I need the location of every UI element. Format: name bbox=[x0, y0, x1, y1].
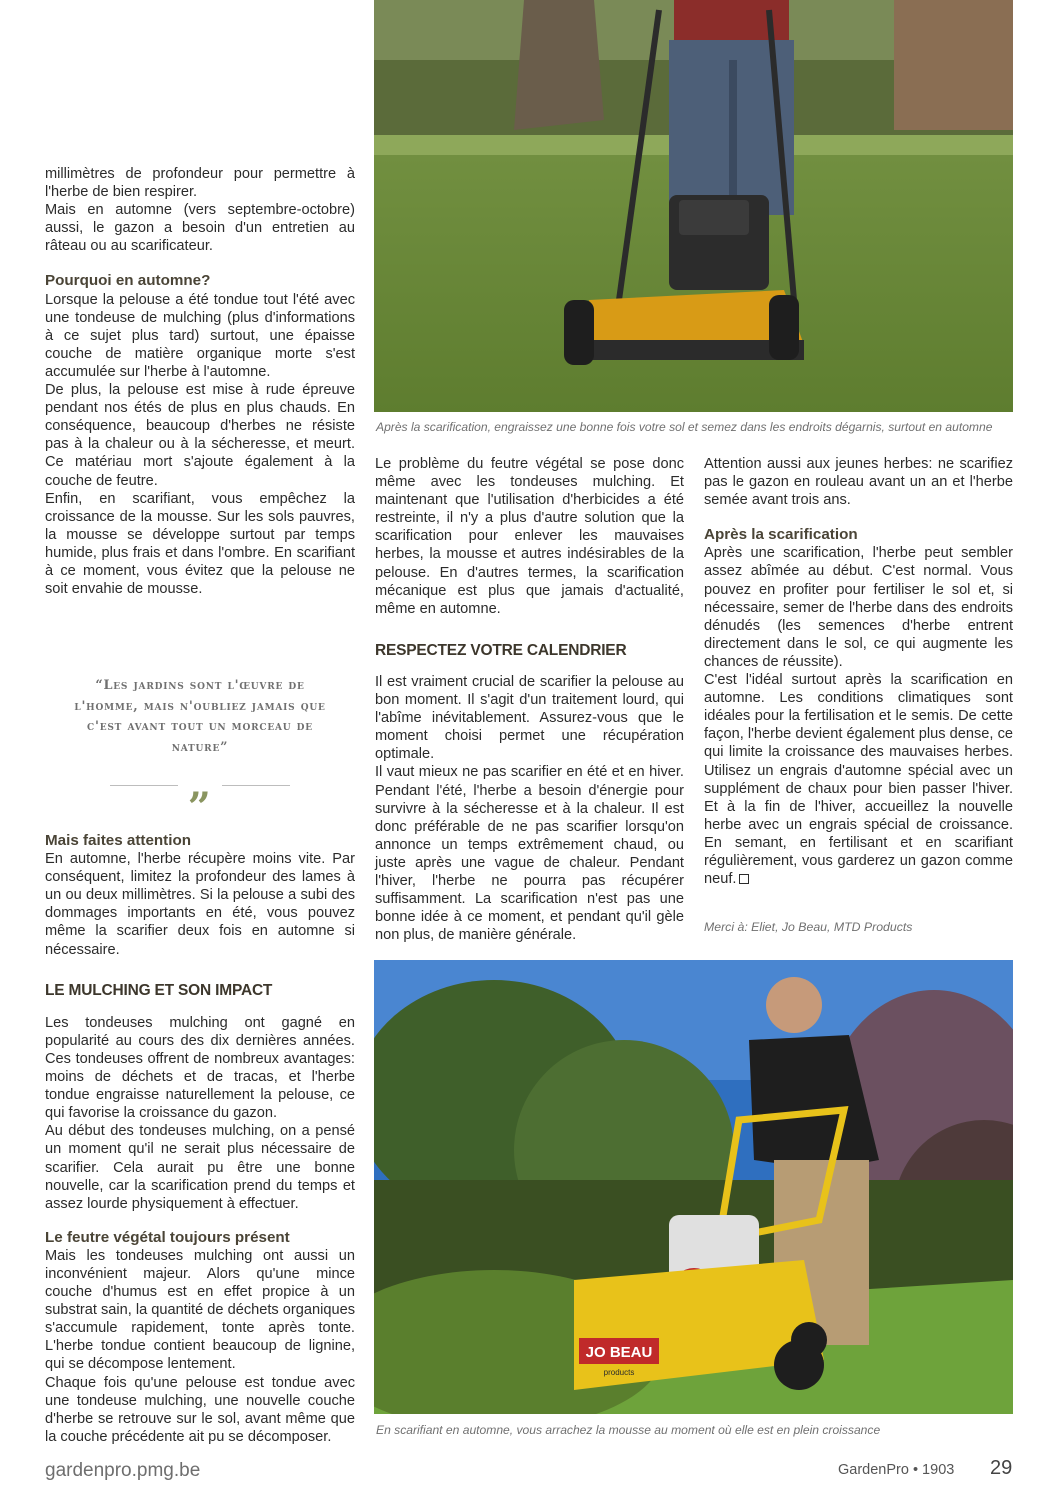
footer-website-link[interactable]: gardenpro.pmg.be bbox=[45, 1460, 201, 1481]
brand-logo-sub: products bbox=[603, 1368, 635, 1377]
intro-paragraph-2: Mais en automne (vers septembre-octobre) aussi, le gazon a besoin d'un entretien au râteau ou au scarificateur. bbox=[45, 202, 355, 255]
mulching-paragraph-1: Les tondeuses mulching ont gagné en popularité au cours des dix dernières années. Ces tondeuses offrent de nombreux avantages: moins de déchets et de tracas, et l'herbe tondue engraisse naturellement la pelouse, ce qui favorise la croissance du gazon. bbox=[45, 1014, 355, 1122]
col2-paragraph-2: Il est vraiment crucial de scarifier la pelouse au bon moment. Il s'agit d'un traitement lourd, qui l'abîme inévitablement. Assurez-vous que le moment choisi permet une récupération optimale. bbox=[375, 673, 684, 763]
section-head-mulching: LE MULCHING ET SON IMPACT bbox=[45, 981, 273, 999]
column-2 bbox=[375, 455, 684, 944]
section-head-calendrier: RESPECTEZ VOTRE CALENDRIER bbox=[375, 641, 627, 659]
footer-magazine-issue: GardenPro • 1903 bbox=[838, 1462, 955, 1478]
top-photo-caption: Après la scarification, engraissez une bonne fois votre sol et semez dans les endroits dégarnis, surtout en automne bbox=[376, 420, 993, 434]
bottom-photo-scarifier bbox=[374, 960, 1013, 1414]
subhead-attention: Mais faites attention bbox=[45, 832, 191, 849]
brand-logo-text: JO BEAU bbox=[585, 1344, 653, 1361]
col3-paragraph-1: Attention aussi aux jeunes herbes: ne scarifiez pas le gazon en rouleau avant un an et l'herbe semée avant trois ans. bbox=[704, 456, 1013, 509]
quote-rule-left bbox=[110, 785, 178, 786]
bottom-photo-illustration bbox=[374, 960, 1013, 1414]
end-mark-icon bbox=[739, 874, 749, 884]
quote-mark-icon: „ bbox=[188, 761, 212, 808]
top-photo-scarifier bbox=[374, 0, 1013, 412]
feutre-paragraph-1: Mais les tondeuses mulching ont aussi un inconvénient majeur. Alors qu'une mince couche d'humus est en effet propice à un substrat sain, la quantité de déchets organiques s'accumule rapidement, tonte après tonte. L'herbe tondue contient beaucoup de lignine, qui se décompose lentement. bbox=[45, 1247, 355, 1373]
column-3 bbox=[704, 455, 1013, 936]
intro-paragraph-1: millimètres de profondeur pour permettre à l'herbe de bien respirer. bbox=[45, 166, 355, 201]
column-1-top bbox=[45, 165, 355, 598]
col2-paragraph-3: Il vaut mieux ne pas scarifier en été et en hiver. Pendant l'été, l'herbe a besoin d'énergie pour survivre à la sécheresse et à la chaleur. Il est donc préférable de ne pas scarifier lorsqu'on annonce un temps extrêmement chaud, ou juste après une vague de chaleur. Pendant l'hiver, l'herbe ne pourra pas récupérer suffisamment. La scarification n'est pas une bonne idée à ce moment, et pendant qu'il gèle non plus, de manière générale. bbox=[375, 764, 684, 944]
thanks-credit: Merci à: Eliet, Jo Beau, MTD Products bbox=[704, 920, 913, 935]
col2-paragraph-1: Le problème du feutre végétal se pose donc même avec les tondeuses mulching. Et maintenant que l'utilisation d'herbicides a été restreinte, il n'y a plus d'autre solution que la scarification pour enlever les mauvaises herbes, la mousse et autres indésirables de la pelouse. En d'autres termes, la scarification mécanique est plus que jamais d'actualité, même en automne. bbox=[375, 456, 684, 617]
col3-paragraph-2: Après une scarification, l'herbe peut sembler assez abîmée au début. C'est normal. Vous pouvez en profiter pour fertiliser le sol et, si nécessaire, semer de l'herbe dans des endroits dénudés (les semences d'herbe entrent directement dans le sol, ce qui augmente les chances de réussite). bbox=[704, 545, 1013, 670]
pull-quote-divider bbox=[45, 761, 355, 808]
feutre-paragraph-2: Chaque fois qu'une pelouse est tondue avec une tondeuse mulching, une nouvelle couche d'herbe se retrouve sur le sol, avant même que la couche précédente ait pu se décomposer. bbox=[45, 1374, 355, 1445]
col3-paragraph-3-text: C'est l'idéal surtout après la scarification en automne. Les conditions climatiques sont idéales pour la fertilisation et le semis. De cette façon, l'herbe devient également plus dense, ce qui limite la croissance des mauvaises herbes. Utilisez un engrais d'automne spécial avec un supplément de chaux pour bien passer l'hiver. Et à la fin de l'hiver, accueillez la nouvelle herbe avec un engrais spécial de croissance. En semant, en fertilisant et en scarifiant régulièrement, vous garderez un gazon comme neuf. bbox=[704, 672, 1013, 888]
top-photo-illustration bbox=[374, 0, 1013, 412]
footer-page-number: 29 bbox=[990, 1457, 1013, 1479]
subhead-feutre: Le feutre végétal toujours présent bbox=[45, 1228, 290, 1246]
subhead-pourquoi: Pourquoi en automne? bbox=[45, 272, 211, 290]
attention-paragraph: En automne, l'herbe récupère moins vite. Par conséquent, limitez la profondeur des lames à un ou deux millimètres. Si la pelouse a subi des dommages importants en été, vous pouvez même la scarifier deux fois en automne si nécessaire. bbox=[45, 851, 355, 958]
pourquoi-paragraph-3: Enfin, en scarifiant, vous empêchez la croissance de la mousse. Sur les sols pauvres, la mousse se développe surtout par temps humide, plus frais et dans l'ombre. En scarifiant à ce moment, vous évitez que la pelouse ne soit envahie de mousse. bbox=[45, 490, 355, 598]
subhead-apres: Après la scarification bbox=[704, 526, 858, 544]
mulching-paragraph-2: Au début des tondeuses mulching, on a pensé un moment qu'il ne serait plus nécessaire de scarifier. Cela aurait pu être une bonne nouvelle, car la scarification prend du temps et assez lourde physiquement à effectuer. bbox=[45, 1123, 355, 1212]
pourquoi-paragraph-1: Lorsque la pelouse a été tondue tout l'été avec une tondeuse de mulching (plus d'informations à ce sujet plus tard) surtout, une épaisse couche de matière organique morte s'est accumulée sur l'herbe à l'automne. bbox=[45, 291, 355, 380]
column-1-bottom bbox=[45, 832, 355, 1446]
bottom-photo-caption: En scarifiant en automne, vous arrachez la mousse au moment où elle est en plein croissance bbox=[376, 1423, 881, 1437]
pourquoi-paragraph-2: De plus, la pelouse est mise à rude épreuve pendant nos étés de plus en plus chauds. En conséquence, beaucoup d'herbes ne résiste pas à la chaleur ou à la sécheresse, et meurt. Ce matériau mort s'ajoute également à la couche de feutre. bbox=[45, 382, 355, 489]
pull-quote-text: “Les jardins sont l'œuvre de l'homme, mais n'oubliez jamais que c'est avant tout un morceau de nature” bbox=[74, 678, 326, 755]
quote-rule-right bbox=[222, 785, 290, 786]
col3-paragraph-3 bbox=[704, 671, 1013, 888]
pull-quote bbox=[45, 676, 355, 808]
